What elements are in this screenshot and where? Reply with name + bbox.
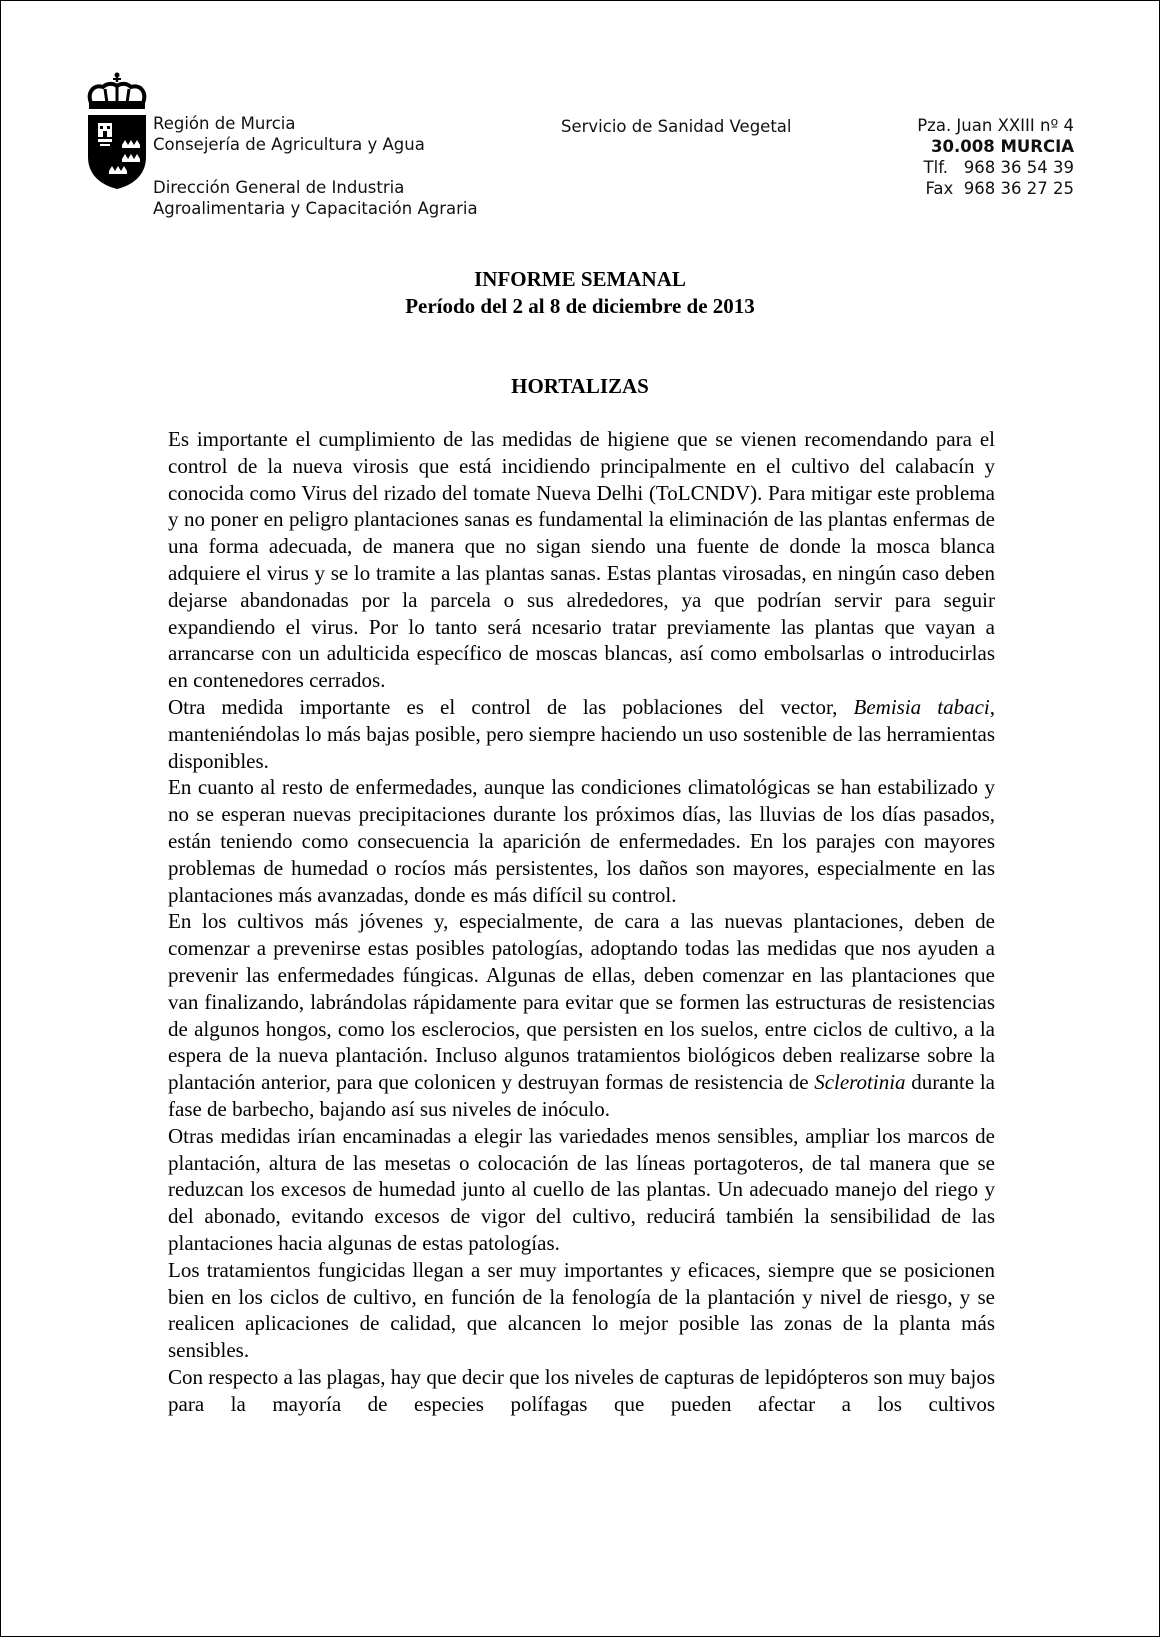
org-directorate-line1: Dirección General de Industria [153, 178, 405, 197]
report-period: Período del 2 al 8 de diciembre de 2013 [405, 294, 755, 318]
report-title: INFORME SEMANAL [474, 267, 686, 291]
paragraph-text: Otra medida importante es el control de las poblaciones del vector, [168, 694, 838, 719]
org-header-bottom [153, 177, 478, 219]
org-department: Consejería de Agricultura y Agua [153, 135, 425, 154]
paragraph-text: durante la fase de barbecho, bajando así sus niveles de inóculo. [168, 1070, 995, 1121]
section-title: HORTALIZAS [511, 374, 649, 398]
genus-name: Sclerotinia [814, 1070, 906, 1095]
phone-number: Tlf. 968 36 54 39 [923, 158, 1074, 177]
region-murcia-crest-icon [85, 71, 149, 193]
report-body [168, 426, 995, 1417]
contact-block [917, 115, 1074, 199]
org-region: Región de Murcia [153, 114, 296, 133]
paragraph-pests: Con respecto a las plagas, hay que decir que los niveles de capturas de lepidópteros son muy bajos para la mayoría de especies polífagas que pueden afectar a los cultivos [168, 1364, 995, 1416]
fax-number: Fax 968 36 27 25 [925, 179, 1074, 198]
address-street: Pza. Juan XXIII nº 4 [917, 116, 1074, 135]
report-title-block [1, 266, 1159, 320]
paragraph-fungicide-treatments: Los tratamientos fungicidas llegan a ser muy importantes y eficaces, siempre que se posicionen bien en los ciclos de cultivo, en función de la fenología de la plantación y nivel de riesgo, y se realicen aplicaciones de calidad, que alcancen lo mejor posible las zonas de la planta más sensibles. [168, 1257, 995, 1363]
paragraph-cultural-measures: Otras medidas irían encaminadas a elegir las variedades menos sensibles, ampliar los marcos de plantación, altura de las mesetas o colocación de las líneas portagoteros, de tal manera que se reduzcan los excesos de humedad junto al cuello de las plantas. Un adecuado manejo del riego y del abonado, evitando excesos de vigor del cultivo, reducirá también la sensibilidad de las plantaciones hacia algunas de estas patologías. [168, 1123, 995, 1255]
species-name: Bemisia tabaci [853, 694, 990, 719]
address-city: 30.008 MURCIA [931, 137, 1074, 156]
paragraph-text: , manteniéndolas lo más bajas posible, pero siempre haciendo un uso sostenible de las herramientas disponibles. [168, 694, 996, 773]
paragraph-other-diseases: En cuanto al resto de enfermedades, aunque las condiciones climatológicas se han estabilizado y no se esperan nuevas precipitaciones durante los próximos días, las lluvias de los días pasados, están teniendo como consecuencia la aparición de enfermedades. En los parajes con mayores problemas de humedad o rocíos más persistentes, los daños son mayores, especialmente en las plantaciones más avanzadas, donde es más difícil su control. [168, 775, 995, 907]
org-header-top [153, 113, 425, 155]
service-name: Servicio de Sanidad Vegetal [561, 117, 792, 136]
paragraph-text: En los cultivos más jóvenes y, especialmente, de cara a las nuevas plantaciones, deben de comenzar a prevenirse estas posibles patologías, adoptando todas las medidas que nos ayuden a prevenir las enfermedades fúngicas. Algunas de ellas, deben comenzar en las plantaciones que van finalizando, labrándolas rápidamente para evitar que se formen las estructuras de resistencias de algunos hongos, como los esclerocios, que persisten en los suelos, entre ciclos de cultivo, a la espera de la nueva plantación. Incluso algunos tratamientos biológicos deben realizarse sobre la plantación anterior, para que colonicen y destruyan formas de resistencia de [168, 909, 995, 1095]
paragraph-vector-control [168, 694, 995, 774]
paragraph-prevention [168, 908, 995, 1122]
org-directorate-line2: Agroalimentaria y Capacitación Agraria [153, 199, 478, 218]
paragraph-hygiene-measures: Es importante el cumplimiento de las medidas de higiene que se vienen recomendando para el control de la nueva virosis que está incidiendo principalmente en el cultivo del calabacín y conocida como Virus del rizado del tomate Nueva Delhi (ToLCNDV). Para mitigar este problema y no poner en peligro plantaciones sanas es fundamental la eliminación de las plantas enfermas de una forma adecuada, de manera que no sigan siendo una fuente de donde la mosca blanca adquiere el virus y se lo tramite a las plantas sanas. Estas plantas virosadas, en ningún caso deben dejarse abandonadas por la parcela o sus alrededores, ya que podrían servir para seguir expandiendo el virus. Por lo tanto será ncesario tratar previamente las plantas que vayan a arrancarse con un adulticida específico de moscas blancas, así como embolsarlas o introducirlas en contenedores cerrados. [168, 427, 995, 693]
